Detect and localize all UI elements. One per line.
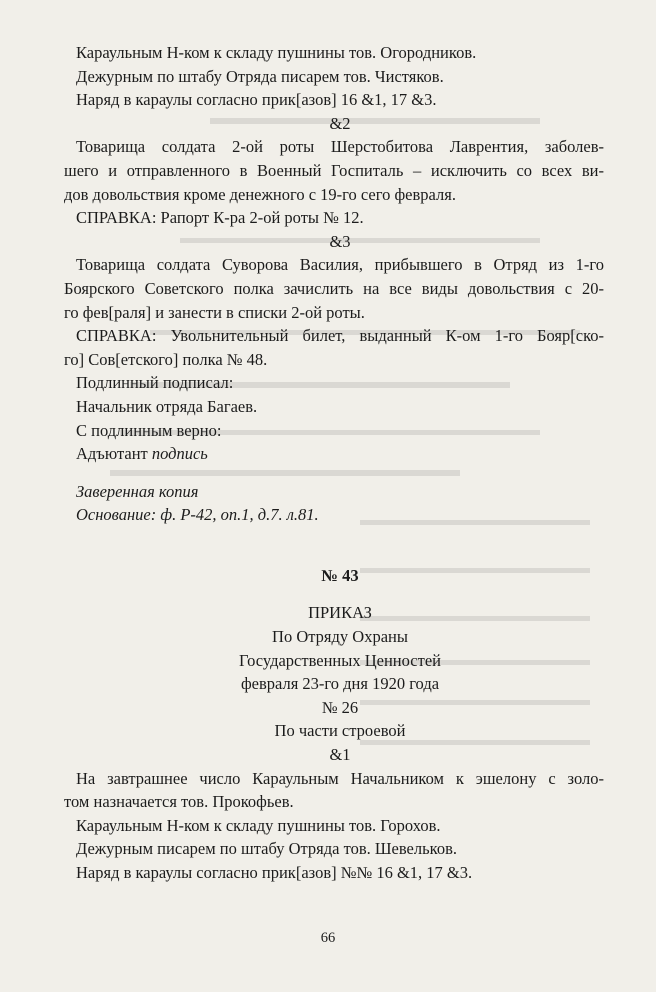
spacer xyxy=(76,587,604,601)
archival-source: Основание: ф. Р-42, оп.1, д.7. л.81. xyxy=(76,505,319,525)
certified-copy-note: Заверенная копия xyxy=(76,481,199,501)
spacer xyxy=(76,550,604,564)
order-section-1-text-line-1: На завтрашнее число Караульным Начальником к эшелону с золо- xyxy=(76,768,604,788)
section-3-text-line-3: го фев[раля] и занести в списки 2-ой роты. xyxy=(64,302,365,322)
order-section-part: По части строевой xyxy=(274,721,406,741)
spacer xyxy=(76,527,604,550)
order-duty-clerk-line: Дежурным писарем по штабу Отряда тов. Шевельков. xyxy=(76,839,457,859)
true-copy: С подлинным верно: xyxy=(76,420,222,440)
order-sub-number: № 26 xyxy=(321,697,359,717)
order-title: ПРИКАЗ xyxy=(308,603,372,623)
section-3-reference-line-1: СПРАВКА: Увольнительный билет, выданный К-ом 1-го Бояр[ско- xyxy=(76,326,604,346)
order-subtitle-line-2: Государственных Ценностей xyxy=(239,650,441,670)
order-section-1-text-line-2: том назначается тов. Прокофьев. xyxy=(64,792,294,812)
order-date: февраля 23-го дня 1920 года xyxy=(240,674,440,694)
guard-detail-line: Наряд в караулы согласно прик[азов] 16 &1, 17 &3. xyxy=(76,90,437,110)
section-2-text-line-2: шего и отправленного в Военный Госпиталь – исключить со всех ви- xyxy=(64,160,604,180)
order-subtitle-line-1: По Отряду Охраны xyxy=(272,627,408,647)
adjutant-line xyxy=(76,442,604,466)
section-3-text-line-1: Товарища солдата Суворова Василия, прибывшего в Отряд из 1-го xyxy=(76,255,604,275)
guard-fur-line: Караульным Н-ком к складу пушнины тов. Огородников. xyxy=(76,43,477,62)
adjutant-signature: подпись xyxy=(151,444,208,464)
original-signed: Подлинный подписал: xyxy=(76,373,234,393)
document-number: № 43 xyxy=(321,565,359,585)
order-guard-fur-line: Караульным Н-ком к складу пушнины тов. Горохов. xyxy=(76,815,441,835)
adjutant-title: Адъютант xyxy=(76,444,148,464)
section-2-text-line-3: дов довольствия кроме денежного с 19-го сего февраля. xyxy=(64,184,456,204)
page-body xyxy=(64,41,604,885)
page-number: 66 xyxy=(320,930,336,946)
section-2-heading: &2 xyxy=(329,113,351,133)
order-section-1-heading: &1 xyxy=(329,745,351,765)
section-3-text-line-2: Боярского Советского полка зачислить на все виды довольствия с 20- xyxy=(64,278,604,298)
section-2-text-line-1: Товарища солдата 2-ой роты Шерстобитова Лаврентия, заболев- xyxy=(76,137,604,157)
commander-signature: Начальник отряда Багаев. xyxy=(76,396,258,416)
order-guard-detail-line: Наряд в караулы согласно прик[азов] №№ 16 &1, 17 &3. xyxy=(76,863,473,882)
spacer xyxy=(76,466,604,480)
section-3-heading: &3 xyxy=(329,231,351,251)
duty-hq-line: Дежурным по штабу Отряда писарем тов. Чистяков. xyxy=(76,66,444,86)
section-3-reference-line-2: го] Сов[етского] полка № 48. xyxy=(64,349,268,369)
section-2-reference: СПРАВКА: Рапорт К-ра 2-ой роты № 12. xyxy=(76,208,364,228)
